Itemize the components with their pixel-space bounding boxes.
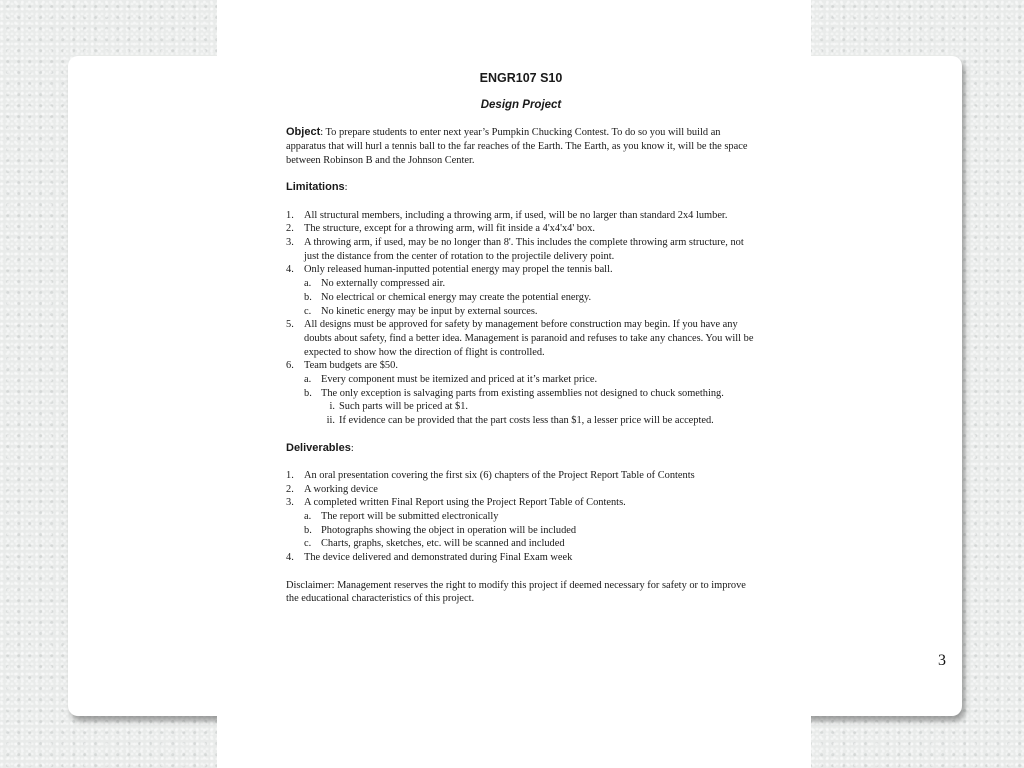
limitations-colon: : (344, 182, 348, 194)
sub-list-item: c. No kinetic energy may be input by external sources. (304, 305, 538, 317)
list-item: 1. An oral presentation covering the first six (6) chapters of the Project Report Table of Contents (286, 469, 695, 481)
deliverables-heading: Deliverables (286, 441, 351, 454)
list-item: 4. Only released human-inputted potential energy may propel the tennis ball. a. No externally compressed air. b. No electrical or chemical energy may create the potential energy. c. No kinetic energy may be input by external sources. (286, 263, 756, 318)
sub-list-item: b. Photographs showing the object in operation will be included (304, 524, 577, 536)
sub-list (304, 510, 756, 551)
list-item: 2. The structure, except for a throwing arm, will fit inside a 4'x4'x4' box. (286, 223, 595, 235)
sub-sub-list-item: i. Such parts will be priced at $1. (329, 401, 468, 413)
deliverables-colon: : (350, 442, 354, 454)
sub-list-item: b. The only exception is salvaging parts from existing assemblies not designed to chuck something. i. Such parts will be priced at $1. ii. If evidence can be provided that the part costs less than $1, a lesser price will be accepted. (304, 387, 756, 428)
document-title: ENGR107 S10 (479, 71, 563, 85)
document-subtitle: Design Project (480, 98, 562, 111)
slide-page-number: 3 (938, 652, 946, 669)
limitations-heading-line (286, 181, 756, 195)
deliverables-heading-line (286, 442, 756, 456)
sub-list-item: a. The report will be submitted electronically (304, 511, 499, 523)
sub-list (304, 277, 756, 318)
list-item: 4. The device delivered and demonstrated during Final Exam week (286, 552, 573, 564)
sub-list (304, 373, 756, 428)
object-paragraph (286, 126, 756, 167)
sub-sub-list (321, 400, 756, 427)
disclaimer: Disclaimer: Management reserves the right to modify this project if deemed necessary for safety or to improve the educational characteristics of this project. (286, 579, 746, 605)
object-text: : To prepare students to enter next year’s Pumpkin Chucking Contest. To do so you will build an apparatus that will hurl a tennis ball to the far reaches of the Earth. The Earth, as you know it, will be the space between Robinson B and the Johnson Center. (286, 127, 748, 166)
document-content (286, 68, 756, 606)
list-item: 3. A throwing arm, if used, may be no longer than 8'. This includes the complete throwing arm structure, not just the distance from the center of rotation to the projectile delivery point. (286, 237, 744, 262)
list-item: 6. Team budgets are $50. a. Every component must be itemized and priced at it’s market price. b. The only exception is salvaging parts from existing assemblies not designed to chuck something. i. Such parts will be priced at $1. ii. If evidence can be provided that the part costs less than $1, a lesser price will be accepted. (286, 359, 756, 428)
list-item: 2. A working device (286, 483, 378, 495)
limitations-list (286, 209, 756, 428)
object-label: Object (286, 126, 321, 139)
list-item: 5. All designs must be approved for safety by management before construction may begin. If you have any doubts about safety, find a better idea. Management is paranoid and refuses to take any chances. You will be expected to show how the direction of flight is controlled. (286, 319, 754, 358)
sub-list-item: c. Charts, graphs, sketches, etc. will be scanned and included (304, 538, 565, 550)
sub-sub-list-item: ii. If evidence can be provided that the part costs less than $1, a lesser price will be accepted. (326, 415, 714, 427)
list-item: 3. A completed written Final Report using the Project Report Table of Contents. a. The report will be submitted electronically b. Photographs showing the object in operation will be included c. Charts, graphs, sketches, etc. will be scanned and included (286, 496, 756, 551)
sub-list-item: a. No externally compressed air. (304, 278, 446, 290)
limitations-heading: Limitations (286, 181, 345, 194)
sub-list-item: a. Every component must be itemized and priced at it’s market price. (304, 374, 598, 386)
deliverables-list (286, 469, 756, 565)
sub-list-item: b. No electrical or chemical energy may create the potential energy. (304, 291, 592, 303)
list-item: 1. All structural members, including a throwing arm, if used, will be no larger than standard 2x4 lumber. (286, 209, 728, 221)
